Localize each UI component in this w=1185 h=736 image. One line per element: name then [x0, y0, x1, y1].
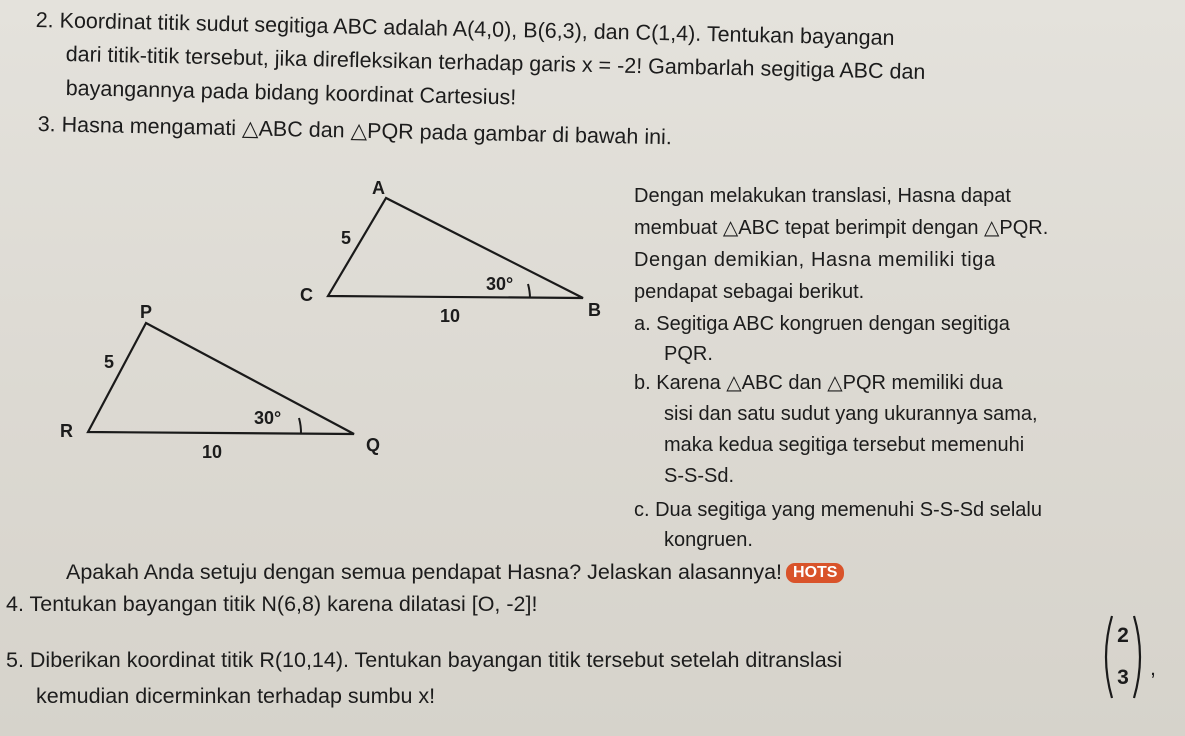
side-cb-label: 10: [440, 306, 461, 326]
problem-3-text-3: Dengan demikian, Hasna memiliki tiga: [634, 249, 996, 271]
angle-pqr-label: 30°: [254, 408, 282, 428]
vector-top-value: 2: [1117, 624, 1129, 647]
vertex-q-label: Q: [366, 435, 381, 455]
problem-2-line-1: 2. Koordinat titik sudut segitiga ABC adalah A(4,0), B(6,3), dan C(1,4). Tentukan bayangan: [35, 8, 895, 50]
side-ac-label: 5: [341, 228, 352, 248]
translation-vector: [1098, 612, 1148, 702]
problem-3-option-b-cont-3: S-S-Sd.: [664, 465, 735, 487]
problem-3-text-1: Dengan melakukan translasi, Hasna dapat: [634, 185, 1011, 207]
side-pr-label: 5: [104, 352, 115, 372]
triangle-abc: [328, 198, 583, 298]
vertex-r-label: R: [60, 421, 73, 441]
vertex-b-label: B: [588, 300, 601, 320]
problem-3-option-a: a. Segitiga ABC kongruen dengan segitiga: [634, 313, 1010, 335]
angle-arc-pqr: [299, 418, 301, 434]
vertex-a-label: A: [372, 178, 385, 198]
problem-3-line-1: 3. Hasna mengamati △ABC dan △PQR pada gambar di bawah ini.: [37, 112, 673, 150]
vertex-c-label: C: [300, 285, 313, 305]
vector-bottom-value: 3: [1117, 666, 1129, 689]
problem-3-option-b: b. Karena △ABC dan △PQR memiliki dua: [634, 372, 1003, 394]
problem-3-option-b-cont-1: sisi dan satu sudut yang ukurannya sama,: [664, 403, 1038, 425]
problem-3-option-b-cont-2: maka kedua segitiga tersebut memenuhi: [664, 434, 1025, 456]
vector-comma: ,: [1150, 656, 1156, 680]
problem-3-option-c-cont: kongruen.: [664, 529, 753, 551]
angle-abc-label: 30°: [486, 274, 514, 294]
problem-4-line-1: 4. Tentukan bayangan titik N(6,8) karena dilatasi [O, -2]!: [6, 592, 538, 616]
problem-2-line-2: dari titik-titik tersebut, jika direfleksikan terhadap garis x = -2! Gambarlah segitiga ABC dan: [65, 42, 926, 85]
problem-2-line-3: bayangannya pada bidang koordinat Cartesius!: [65, 76, 517, 110]
side-rq-label: 10: [202, 442, 223, 462]
angle-arc-abc: [528, 284, 530, 298]
problem-5-line-1: 5. Diberikan koordinat titik R(10,14). Tentukan bayangan titik tersebut setelah ditranslasi: [6, 648, 843, 672]
problem-3-text-4: pendapat sebagai berikut.: [634, 281, 865, 303]
triangle-pqr: [88, 323, 354, 434]
hots-badge: HOTS: [786, 563, 844, 583]
vertex-p-label: P: [140, 302, 153, 322]
problem-3-option-c: c. Dua segitiga yang memenuhi S-S-Sd selalu: [634, 499, 1042, 521]
question-text: Apakah Anda setuju dengan semua pendapat Hasna? Jelaskan alasannya!: [66, 560, 783, 584]
problem-3-text-2: membuat △ABC tepat berimpit dengan △PQR.: [634, 217, 1049, 239]
problem-5-line-2: kemudian dicerminkan terhadap sumbu x!: [36, 684, 436, 708]
problem-3-option-a-cont: PQR.: [664, 343, 713, 365]
